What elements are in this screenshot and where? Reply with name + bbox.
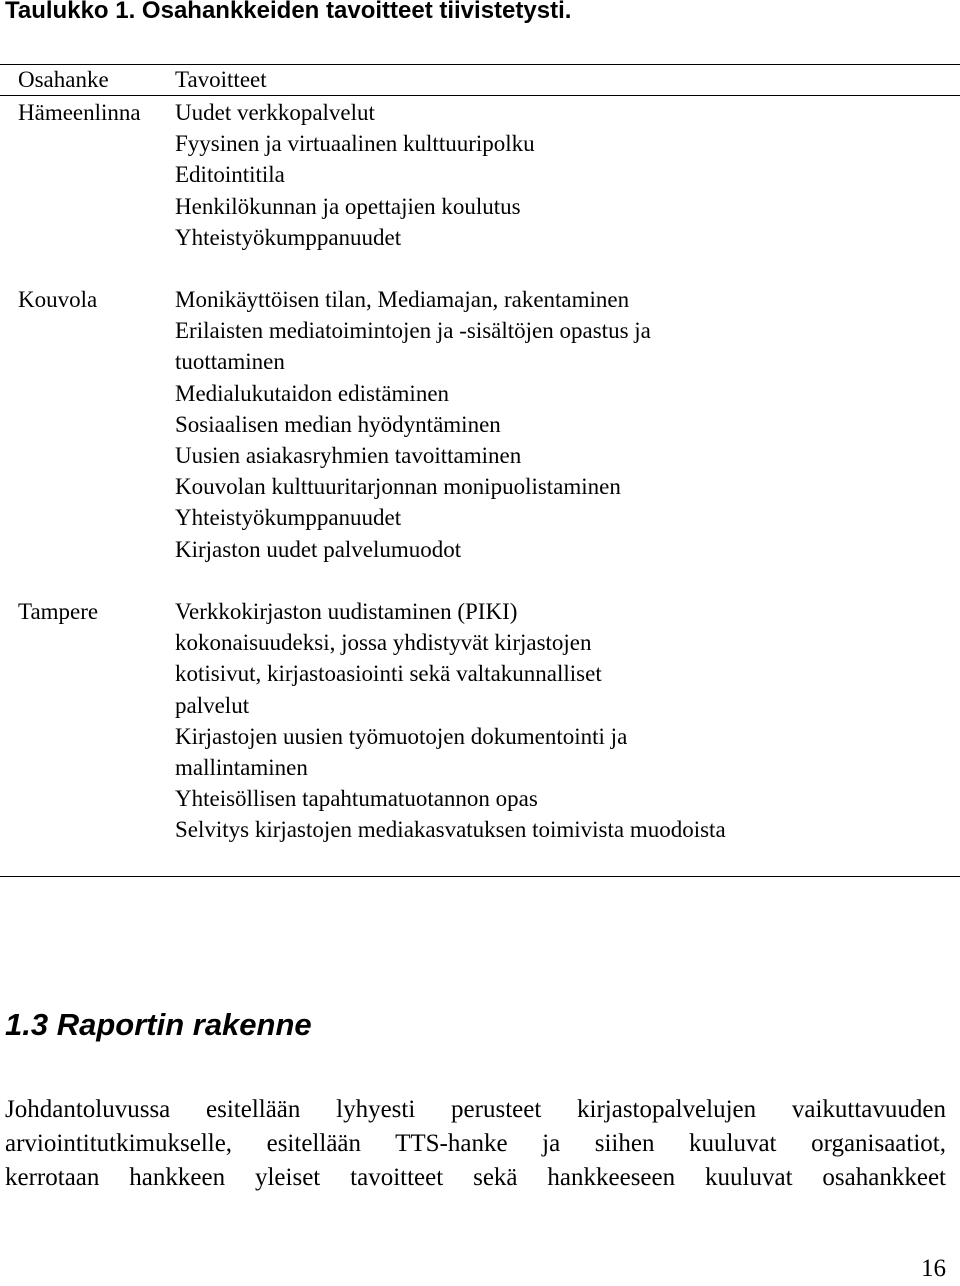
goal-item: Medialukutaidon edistäminen: [175, 380, 450, 406]
paragraph-line: arviointitutkimukselle, esitellään TTS-hanke ja siihen kuuluvat organisaatiot,: [5, 1130, 946, 1157]
table-row-subproject-hameenlinna: Hämeenlinna: [18, 100, 141, 125]
goal-item: Kouvolan kulttuuritarjonnan monipuolistaminen: [175, 474, 621, 500]
goal-item: Sosiaalisen median hyödyntäminen: [175, 411, 501, 437]
table-bottom-rule: [0, 876, 960, 877]
goal-item: Verkkokirjaston uudistaminen (PIKI): [175, 599, 518, 624]
goal-item: Henkilökunnan ja opettajien koulutus: [175, 193, 521, 219]
paragraph-line: kerrotaan hankkeen yleiset tavoitteet sekä hankkeeseen kuuluvat osahankkeet: [5, 1164, 946, 1191]
goal-item: Yhteisöllisen tapahtumatuotannon opas: [175, 786, 538, 812]
goal-item: mallintaminen: [175, 755, 308, 781]
goal-item: Editointitila: [175, 162, 285, 188]
goal-item: Fyysinen ja virtuaalinen kulttuuripolku: [175, 131, 535, 157]
goal-item: tuottaminen: [175, 349, 285, 375]
section-paragraph: [5, 1093, 946, 1195]
goal-item: Selvitys kirjastojen mediakasvatuksen toimivista muodoista: [175, 817, 726, 843]
goal-item: Yhteistyökumppanuudet: [175, 224, 402, 250]
goal-item: Kirjastojen uusien työmuotojen dokumentointi ja: [175, 723, 628, 749]
page-number: 16: [921, 1255, 946, 1282]
table-top-rule: [0, 64, 960, 65]
goal-item: palvelut: [175, 692, 250, 718]
table-header-subproject: Osahanke: [18, 67, 109, 92]
table-row-subproject-tampere: Tampere: [18, 599, 99, 624]
table-row-goals-kouvola: [175, 284, 651, 565]
table-row-goals-hameenlinna: [175, 97, 535, 253]
goal-item: Uusien asiakasryhmien tavoittaminen: [175, 443, 522, 469]
section-heading: 1.3 Raportin rakenne: [5, 1007, 312, 1042]
table-row-subproject-kouvola: Kouvola: [18, 287, 98, 312]
goal-item: Kirjaston uudet palvelumuodot: [175, 536, 462, 562]
goal-item: Uudet verkkopalvelut: [175, 100, 375, 125]
table-header-goals: Tavoitteet: [175, 67, 267, 92]
goal-item: Erilaisten mediatoimintojen ja -sisältöjen opastus ja: [175, 318, 651, 344]
goal-item: kokonaisuudeksi, jossa yhdistyvät kirjastojen: [175, 630, 592, 656]
paragraph-line: Johdantoluvussa esitellään lyhyesti perusteet kirjastopalvelujen vaikuttavuuden: [5, 1096, 946, 1123]
goal-item: kotisivut, kirjastoasiointi sekä valtakunnalliset: [175, 661, 602, 687]
table-row-goals-tampere: [175, 596, 726, 846]
goal-item: Monikäyttöisen tilan, Mediamajan, rakentaminen: [175, 287, 630, 312]
table-header-rule: [0, 95, 960, 96]
table-caption: Taulukko 1. Osahankkeiden tavoitteet tiivistetysti.: [5, 0, 572, 24]
goal-item: Yhteistyökumppanuudet: [175, 505, 402, 531]
